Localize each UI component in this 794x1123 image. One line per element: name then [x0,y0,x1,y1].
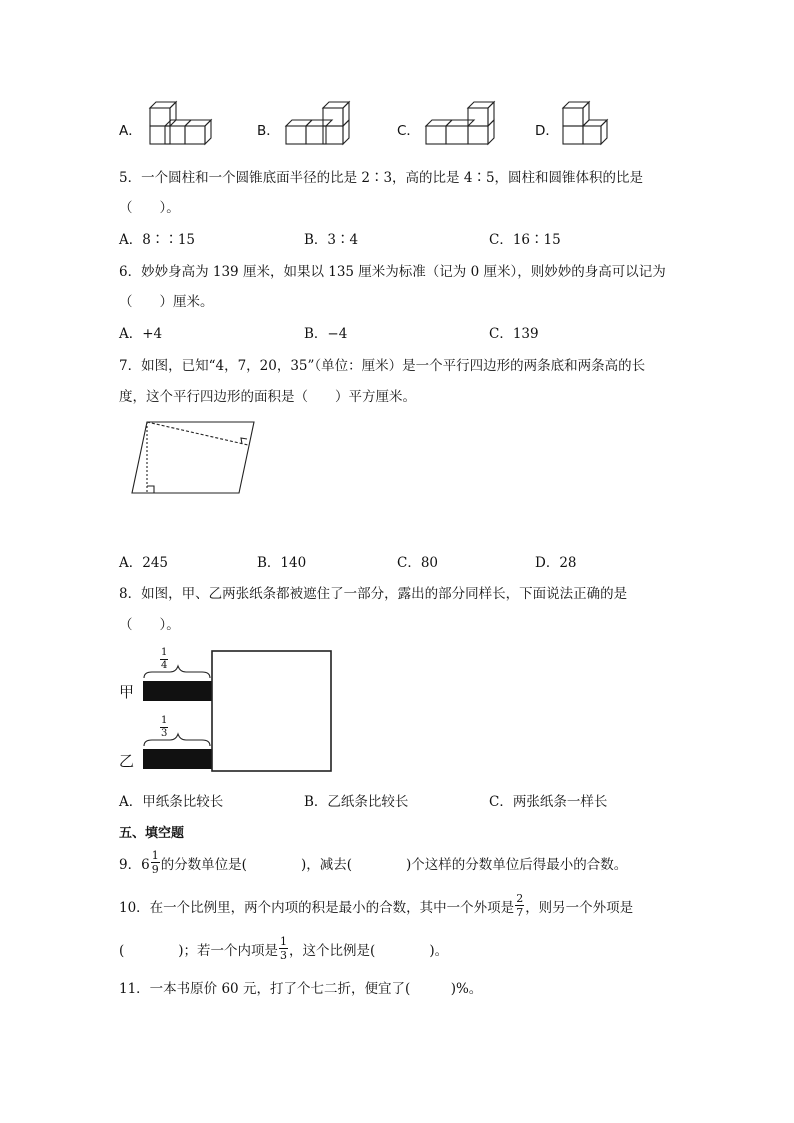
q6-option-a[interactable]: A．+4 [119,326,163,342]
q7-option-a[interactable]: A．245 [119,555,169,571]
section-title: 五、填空题 [119,826,185,841]
q9-text: 的分数单位是( )，减去( )个这样的分数单位后得最小的合数。 [160,856,628,873]
q6-stem-line1: 6．妙妙身高为 139 厘米，如果以 135 厘米为标准（记为 0 厘米），则妙妙的身高可以记为 [119,264,666,280]
q9-fraction: $\frac{1}{9}$ [151,849,159,876]
q5-stem-line2: （ ）。 [119,200,180,216]
q6-option-b[interactable]: B．−4 [304,326,348,342]
q4-option-b-figure [283,100,353,150]
q8-yi-label: 乙 [119,752,135,770]
q4-option-a-label[interactable]: A． [119,123,142,139]
q5-option-a[interactable]: A．8∶∶15 [119,232,196,248]
q9-stem [119,850,627,875]
q10-fraction-1: $\frac{2}{7}$ [516,892,524,919]
q6-option-c[interactable]: C．139 [489,326,539,342]
q7-option-b[interactable]: B．140 [257,555,307,571]
q10-text-a: 10．在一个比例里，两个内项的积是最小的合数，其中一个外项是 [119,899,515,916]
q11-stem: 11．一本书原价 60 元，打了个七二折，便宜了( )%。 [119,981,483,997]
q4-option-d-figure [559,100,614,150]
q4-option-a-figure [145,100,215,150]
q8-yi-fraction: 1 3 [161,715,168,739]
q10-text-c: ( )；若一个内项是 [119,942,279,959]
q9-number: 9．6 [119,856,150,873]
q10-text-b: ，则另一个外项是 [525,899,634,916]
q10-text-d: ，这个比例是( )。 [289,942,449,959]
q8-jia-label: 甲 [119,683,135,701]
q7-stem-line1: 7．如图，已知“4，7，20，35”（单位：厘米）是一个平行四边形的两条底和两条高的长 [119,358,646,374]
q4-option-c-figure [423,100,498,150]
q8-jia-fraction: 1 4 [161,647,168,671]
q7-stem-line2: 度，这个平行四边形的面积是（ ）平方厘米。 [119,389,416,405]
q10-fraction-2: $\frac{1}{3}$ [280,935,288,962]
q8-option-b[interactable]: B．乙纸条比较长 [304,794,409,810]
q5-stem-line1: 5．一个圆柱和一个圆锥底面半径的比是 2∶3，高的比是 4∶5，圆柱和圆锥体积的比是 [119,170,644,186]
q4-option-d-label[interactable]: D． [535,123,559,139]
q6-stem-line2: （ ）厘米。 [119,294,214,310]
q10-stem-line1 [119,893,633,918]
q7-option-c[interactable]: C．80 [397,555,439,571]
q8-strips-figure [140,648,340,778]
q8-option-c[interactable]: C．两张纸条一样长 [489,794,608,810]
q4-option-b-label[interactable]: B． [257,123,280,139]
q5-option-b[interactable]: B．3∶4 [304,232,359,248]
q4-option-c-label[interactable]: C． [397,123,420,139]
q5-option-c[interactable]: C．16∶15 [489,232,561,248]
q8-stem-line1: 8．如图，甲、乙两张纸条都被遮住了一部分，露出的部分同样长，下面说法正确的是 [119,586,628,602]
q8-stem-line2: （ ）。 [119,617,180,633]
q7-option-d[interactable]: D．28 [535,555,577,571]
q8-option-a[interactable]: A．甲纸条比较长 [119,794,224,810]
q10-stem-line2 [119,936,448,961]
q7-parallelogram-figure [128,418,258,498]
